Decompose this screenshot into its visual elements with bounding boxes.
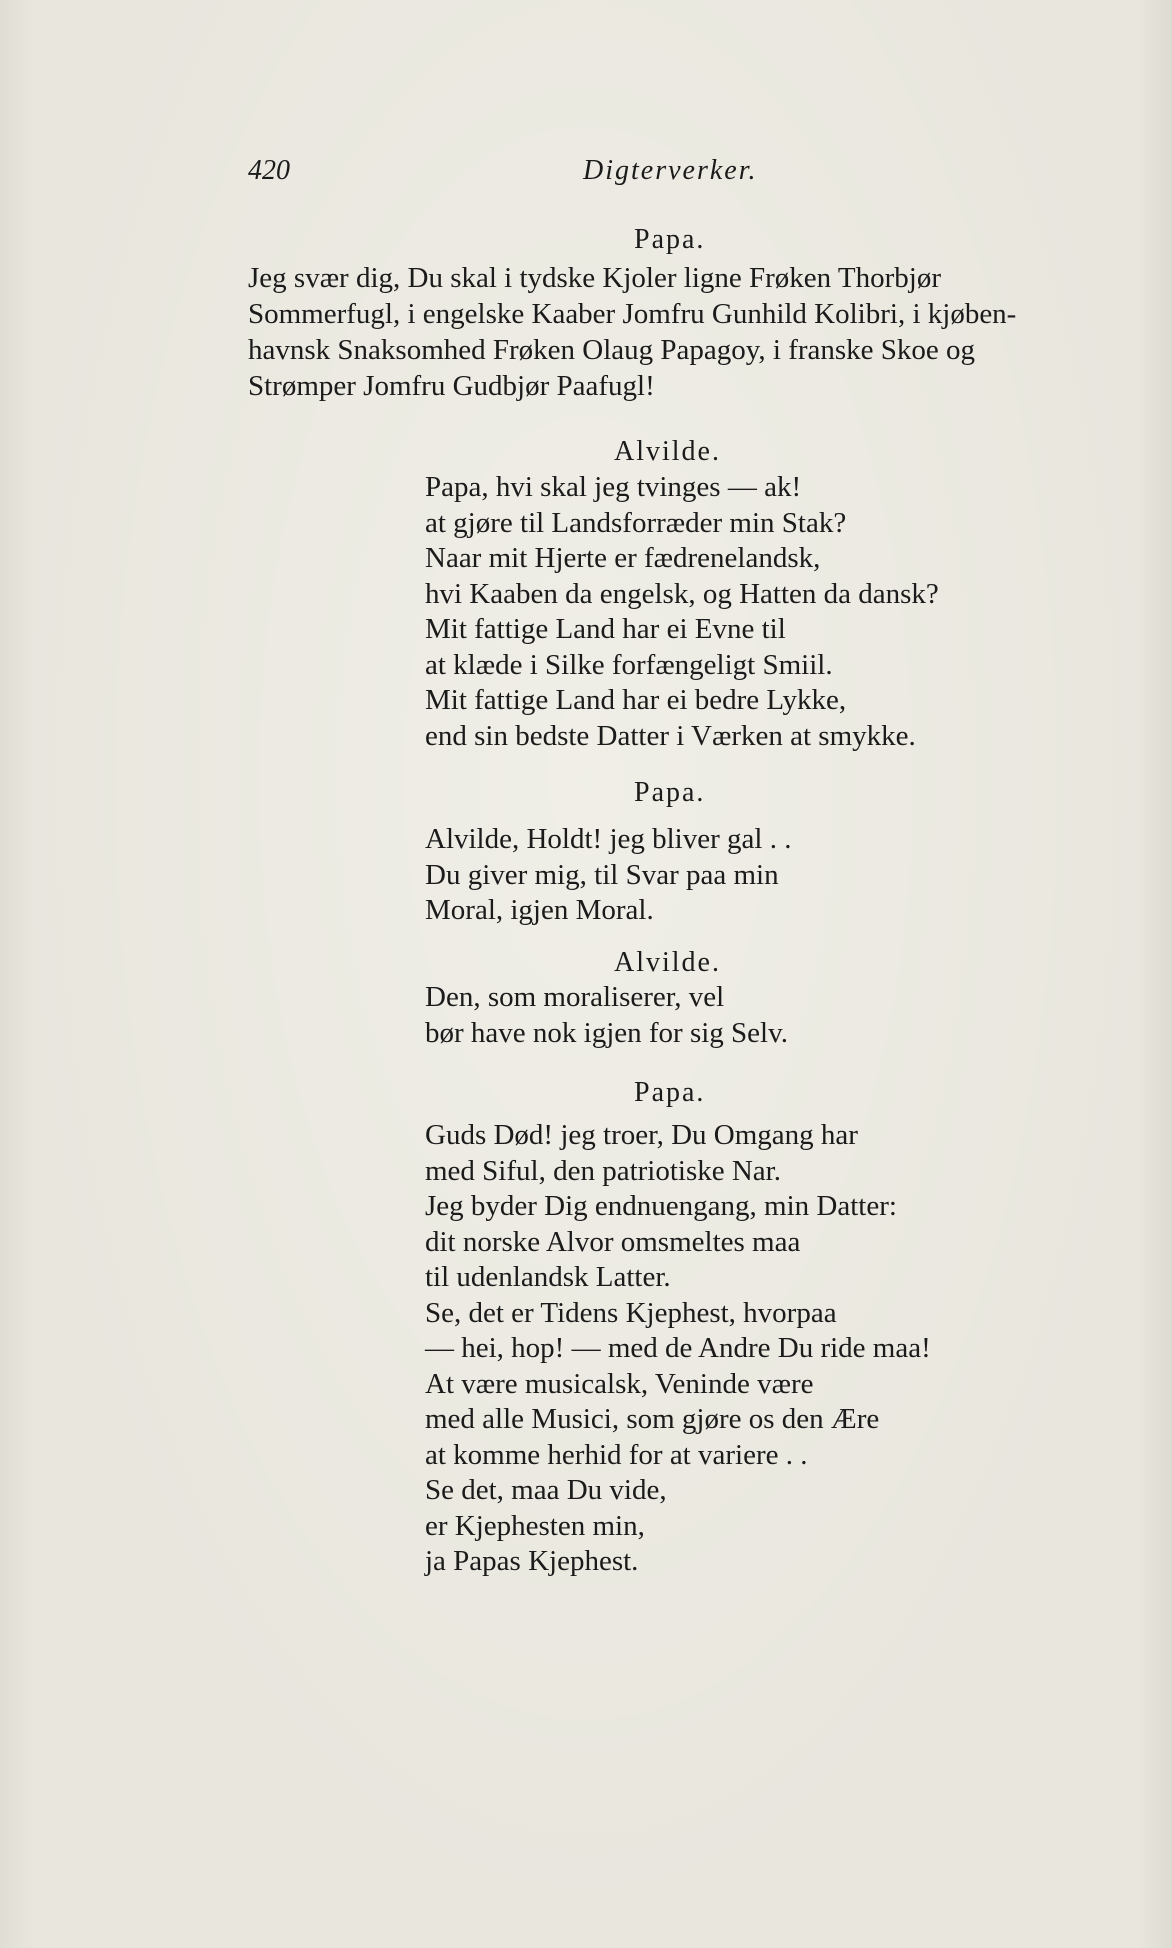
verse-line: at klæde i Silke forfængeligt Smiil. (425, 648, 833, 681)
verse-line: Mit fattige Land har ei Evne til (425, 613, 786, 645)
verse-line: med alle Musici, som gjøre os den Ære (425, 1403, 880, 1435)
verse-stanza (425, 980, 788, 1051)
speaker-name: Papa. (634, 1077, 706, 1108)
running-title: Digterverker. (583, 155, 758, 186)
verse-line: med Siful, den patriotiske Nar. (425, 1154, 781, 1187)
verse-line: Mit fattige Land har ei bedre Lykke, (425, 684, 847, 716)
verse-stanza (425, 470, 939, 754)
verse-line: at komme herhid for at variere . . (425, 1438, 808, 1471)
verse-line: Jeg byder Dig endnuengang, min Datter: (425, 1190, 897, 1222)
verse-line: Du giver mig, til Svar paa min (425, 858, 779, 891)
verse-line: At være musicalsk, Veninde være (425, 1367, 814, 1400)
verse-line: Den, som moraliserer, vel (425, 981, 725, 1013)
text-line: havnsk Snaksomhed Frøken Olaug Papagoy, i franske Skoe og (248, 334, 976, 366)
verse-line: — hei, hop! — med de Andre Du ride maa! (425, 1332, 931, 1364)
text-line: Sommerfugl, i engelske Kaaber Jomfru Gunhild Kolibri, i kjøben- (248, 298, 1017, 330)
verse-line: Se, det er Tidens Kjephest, hvorpaa (425, 1296, 837, 1329)
verse-line: at gjøre til Landsforræder min Stak? (425, 506, 847, 539)
verse-line: end sin bedste Datter i Værken at smykke. (425, 719, 916, 752)
page-number: 420 (248, 155, 290, 186)
verse-line: Guds Død! jeg troer, Du Omgang har (425, 1119, 858, 1151)
verse-stanza (425, 1118, 931, 1580)
verse-line: er Kjephesten min, (425, 1509, 645, 1542)
speaker-name: Papa. (634, 777, 706, 808)
speaker-name: Alvilde. (614, 436, 721, 467)
speaker-name: Alvilde. (614, 947, 721, 978)
verse-line: Se det, maa Du vide, (425, 1474, 667, 1506)
speaker-name: Papa. (634, 224, 706, 255)
verse-line: ja Papas Kjephest. (425, 1545, 639, 1577)
verse-line: Papa, hvi skal jeg tvinges — ak! (425, 471, 802, 503)
verse-line: bør have nok igjen for sig Selv. (425, 1016, 788, 1049)
verse-line: dit norske Alvor omsmeltes maa (425, 1225, 801, 1258)
text-line: Jeg svær dig, Du skal i tydske Kjoler ligne Frøken Thorbjør (248, 262, 941, 294)
verse-line: Naar mit Hjerte er fædrenelandsk, (425, 542, 821, 574)
verse-line: hvi Kaaben da engelsk, og Hatten da dansk? (425, 577, 939, 610)
verse-line: Alvilde, Holdt! jeg bliver gal . . (425, 823, 792, 855)
text-line: Strømper Jomfru Gudbjør Paafugl! (248, 370, 655, 402)
verse-line: Moral, igjen Moral. (425, 894, 654, 926)
verse-stanza (425, 822, 791, 929)
verse-line: til udenlandsk Latter. (425, 1261, 671, 1293)
running-head (248, 155, 848, 195)
prose-paragraph (248, 260, 1100, 404)
